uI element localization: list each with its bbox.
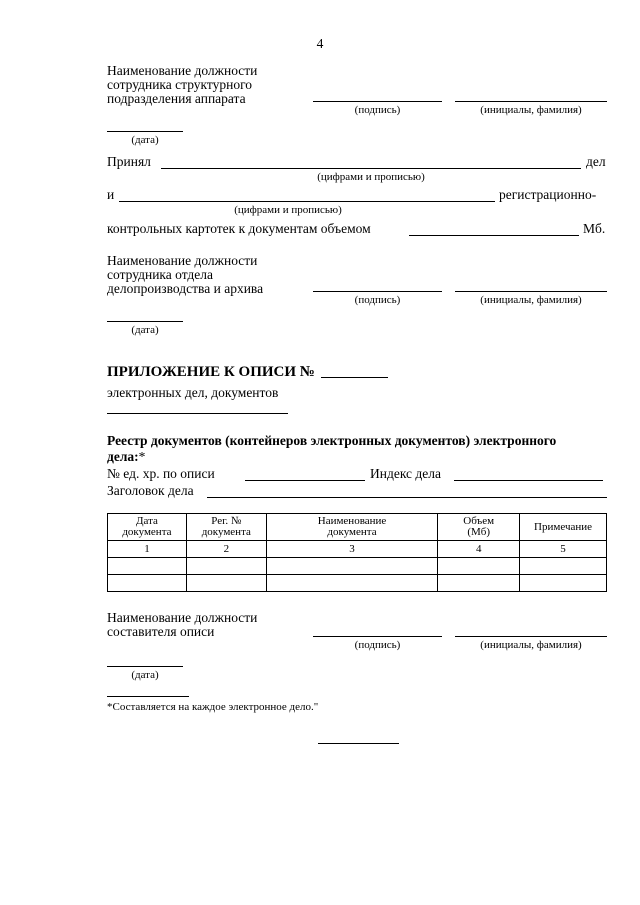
item-no-label: № ед. хр. по описи	[107, 466, 215, 481]
table-cell[interactable]	[438, 558, 520, 575]
position-title-1	[107, 64, 257, 106]
header-cell-date	[108, 514, 187, 541]
table-number-row	[108, 541, 607, 558]
table-row	[108, 575, 607, 592]
number-cell: 4	[438, 541, 520, 558]
table-cell[interactable]	[520, 558, 607, 575]
and-label: и	[107, 187, 115, 202]
registry-heading-line2	[107, 450, 145, 464]
date-caption-1: (дата)	[131, 134, 159, 146]
name-line-1[interactable]	[455, 101, 607, 102]
footnote-asterisk: *	[138, 449, 146, 464]
appendix-subtitle: электронных дел, документов	[107, 385, 279, 400]
date-caption-2: (дата)	[131, 324, 159, 336]
table-row	[108, 558, 607, 575]
date-caption-3: (дата)	[131, 669, 159, 681]
table-cell[interactable]	[186, 575, 266, 592]
end-rule	[318, 743, 399, 744]
numbers-caption-2: (цифрами и прописью)	[234, 204, 342, 216]
position-line: Наименование должности	[107, 253, 258, 268]
signature-line-3[interactable]	[313, 636, 442, 637]
cards-count-line[interactable]	[119, 201, 495, 202]
header-cell-reg-no	[186, 514, 266, 541]
case-header-line[interactable]	[207, 497, 607, 498]
header-text: Примечание	[534, 520, 593, 533]
table-cell[interactable]	[108, 558, 187, 575]
header-text: документа	[327, 526, 377, 538]
date-line-2[interactable]	[107, 321, 183, 322]
numbers-caption-1: (цифрами и прописью)	[317, 171, 425, 183]
name-line-2[interactable]	[455, 291, 607, 292]
index-line[interactable]	[454, 480, 603, 481]
table-cell[interactable]	[266, 558, 438, 575]
footnote-text: *Составляется на каждое электронное дело."	[107, 701, 319, 713]
position-line: составителя описи	[107, 624, 215, 639]
name-caption-1: (инициалы, фамилия)	[480, 104, 582, 116]
name-caption-3: (инициалы, фамилия)	[480, 639, 582, 651]
volume-prefix: контрольных картотек к документам объемом	[107, 221, 371, 236]
position-line: Наименование должности	[107, 610, 258, 625]
header-text: (Мб)	[467, 526, 491, 538]
signature-caption-1: (подпись)	[354, 104, 401, 116]
position-title-2	[107, 254, 263, 296]
table-cell[interactable]	[186, 558, 266, 575]
position-line: Наименование должности	[107, 63, 258, 78]
header-text: Дата	[135, 515, 158, 527]
signature-line-2[interactable]	[313, 291, 442, 292]
number-cell: 3	[266, 541, 438, 558]
position-title-3	[107, 611, 257, 639]
header-text: Рег. №	[211, 515, 242, 527]
volume-unit: Мб.	[583, 221, 606, 236]
date-line-3[interactable]	[107, 666, 183, 667]
header-text: документа	[201, 526, 251, 538]
accepted-label: Принял	[107, 154, 151, 169]
header-text: Объем	[463, 515, 495, 527]
header-text: Наименование	[317, 515, 387, 527]
table-header-row	[108, 514, 607, 541]
registry-heading-line1: Реестр документов (контейнеров электронных документов) электронного	[107, 433, 557, 448]
signature-line-1[interactable]	[313, 101, 442, 102]
header-text: документа	[122, 526, 172, 538]
item-no-line[interactable]	[245, 480, 365, 481]
number-cell: 2	[186, 541, 266, 558]
registry-heading-word: дела:	[107, 449, 139, 464]
index-label: Индекс дела	[370, 466, 442, 481]
cases-count-line[interactable]	[161, 168, 581, 169]
table-cell[interactable]	[108, 575, 187, 592]
position-line: сотрудника отдела	[107, 267, 214, 282]
header-cell-note	[520, 514, 607, 541]
name-line-3[interactable]	[455, 636, 607, 637]
inventory-number-line[interactable]	[321, 377, 388, 378]
appendix-blank-line[interactable]	[107, 413, 288, 414]
signature-caption-2: (подпись)	[354, 294, 401, 306]
header-cell-name	[266, 514, 438, 541]
position-line: делопроизводства и архива	[107, 281, 264, 296]
cases-suffix: дел	[586, 154, 606, 169]
signature-caption-3: (подпись)	[354, 639, 401, 651]
page-number: 4	[316, 36, 324, 51]
number-cell: 1	[108, 541, 187, 558]
table-cell[interactable]	[520, 575, 607, 592]
reg-suffix: регистрационно-	[499, 187, 597, 202]
volume-line[interactable]	[409, 235, 579, 236]
table-cell[interactable]	[438, 575, 520, 592]
table-cell[interactable]	[266, 575, 438, 592]
date-line-1[interactable]	[107, 131, 183, 132]
appendix-title: ПРИЛОЖЕНИЕ К ОПИСИ №	[107, 364, 315, 380]
footnote-separator	[107, 696, 189, 697]
name-caption-2: (инициалы, фамилия)	[480, 294, 582, 306]
registry-table	[107, 513, 607, 592]
header-cell-volume	[438, 514, 520, 541]
number-cell: 5	[520, 541, 607, 558]
position-line: сотрудника структурного	[107, 77, 253, 92]
case-header-label: Заголовок дела	[107, 483, 194, 498]
position-line: подразделения аппарата	[107, 91, 246, 106]
